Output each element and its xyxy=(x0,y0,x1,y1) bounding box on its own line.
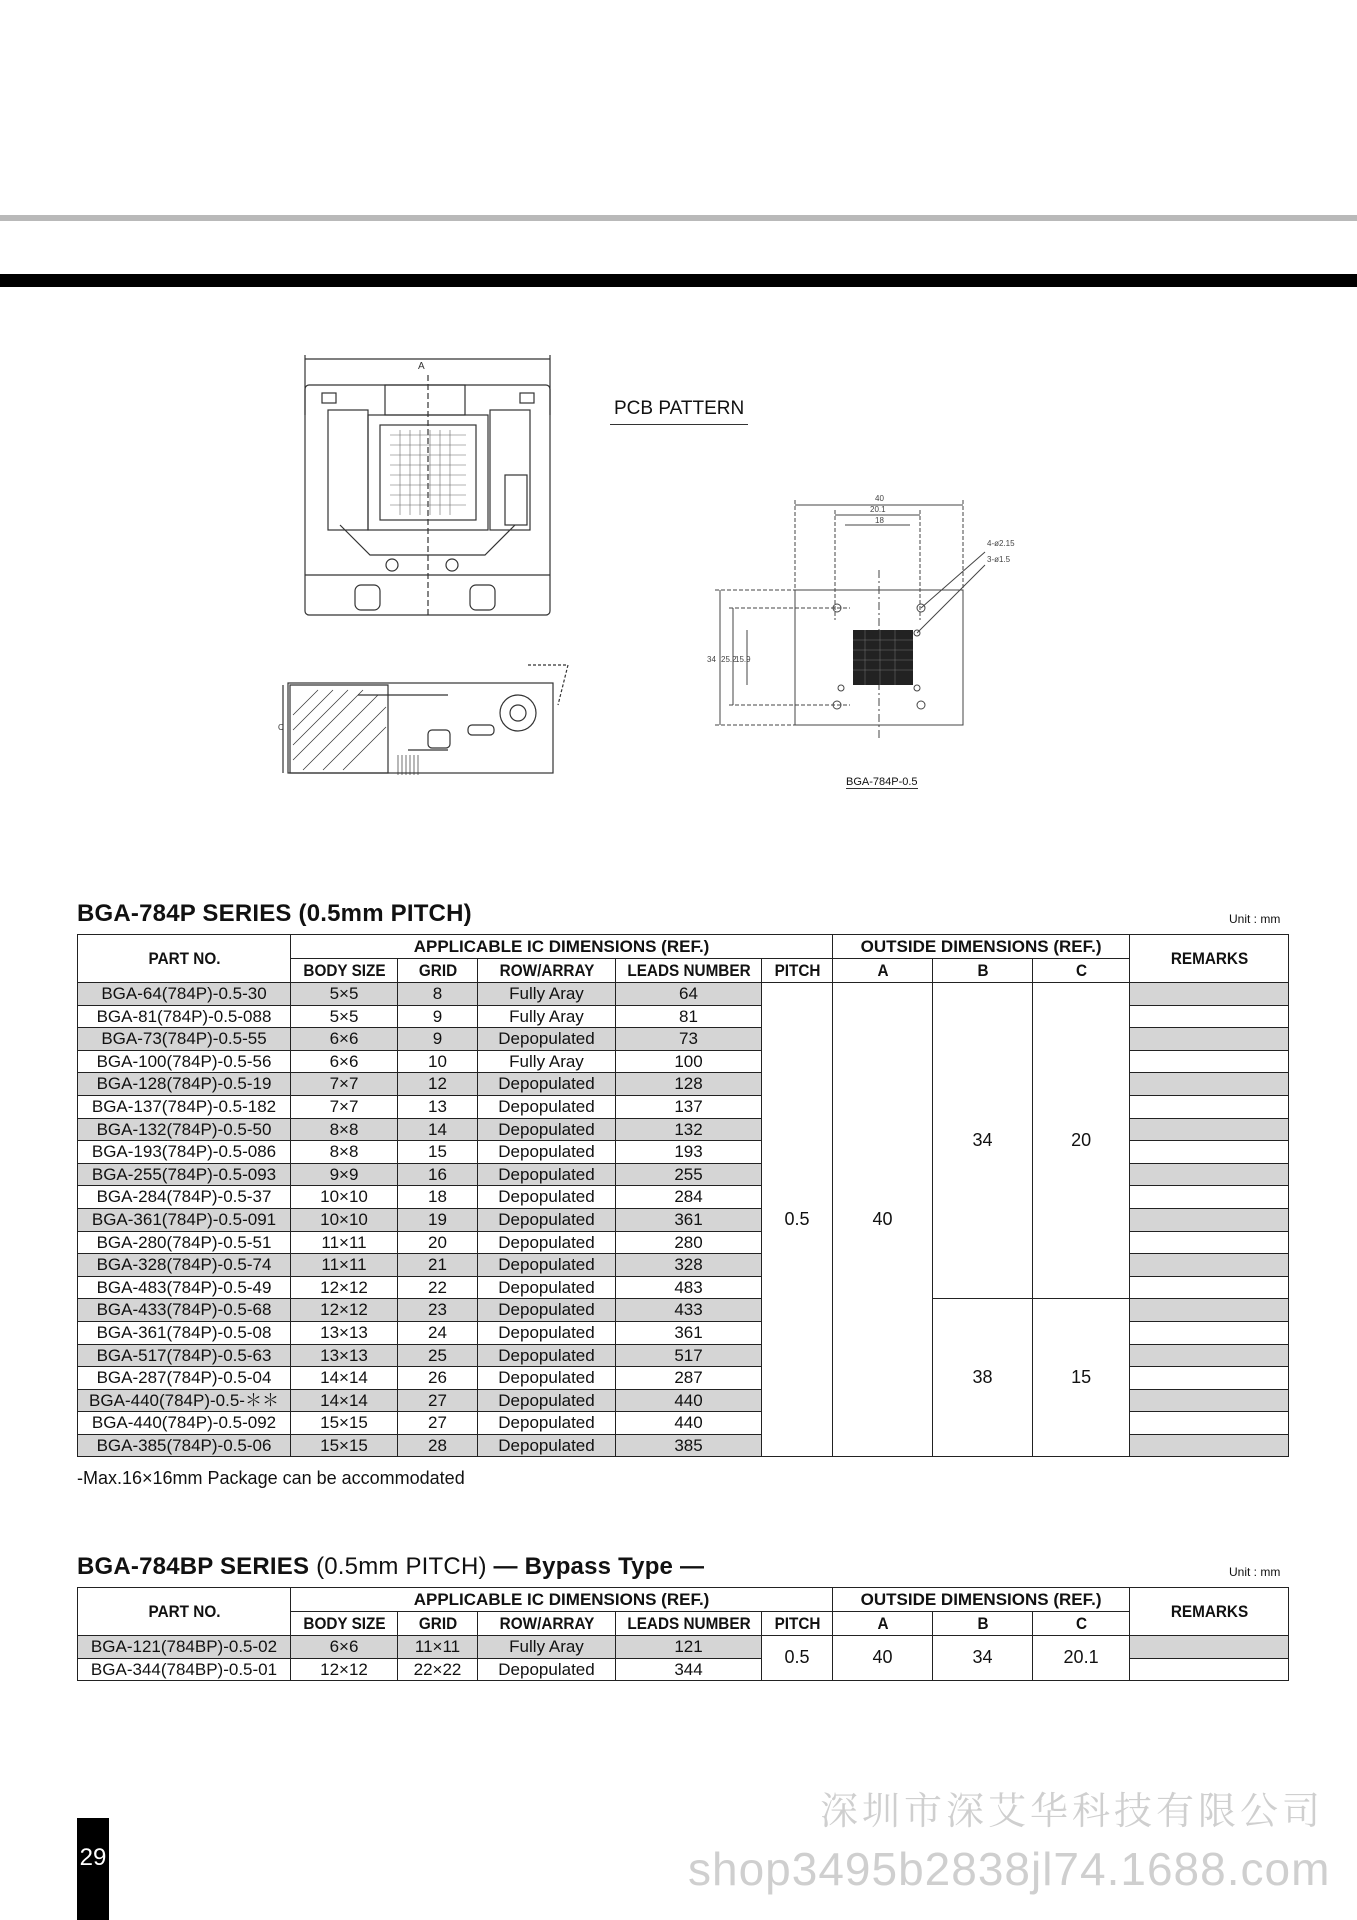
section1-unit: Unit : mm xyxy=(1229,912,1281,926)
cell-part-no: BGA-255(784P)-0.5-093 xyxy=(78,1163,291,1186)
th-leads: LEADS NUMBER xyxy=(623,959,754,983)
cell-row-array: Fully Aray xyxy=(478,1005,616,1028)
cell-body-size: 9×9 xyxy=(291,1163,398,1186)
cell-remarks xyxy=(1130,1389,1289,1412)
cell-grid: 21 xyxy=(398,1254,478,1277)
cell-leads: 121 xyxy=(616,1636,762,1659)
cell-row-array: Depopulated xyxy=(478,1254,616,1277)
cell-remarks xyxy=(1130,1141,1289,1164)
cell-leads: 284 xyxy=(616,1186,762,1209)
cell-row-array: Fully Aray xyxy=(478,1636,616,1659)
dim-18-label: 18 xyxy=(875,516,884,525)
cell-body-size: 10×10 xyxy=(291,1186,398,1209)
watermark-url: shop3495b2838jl74.1688.com xyxy=(688,1843,1331,1895)
dim-34-label: 34 xyxy=(707,655,716,664)
cell-grid: 14 xyxy=(398,1118,478,1141)
cell-remarks xyxy=(1130,1028,1289,1051)
page-number: 29 xyxy=(77,1818,109,1920)
cell-grid: 22 xyxy=(398,1276,478,1299)
th2-pitch: PITCH xyxy=(765,1612,829,1636)
cell-leads: 361 xyxy=(616,1321,762,1344)
cell-remarks xyxy=(1130,1208,1289,1231)
hole-4-label: 4-ø2.15 xyxy=(987,539,1015,548)
th2-a: A xyxy=(838,1612,928,1636)
pcb-pattern-title: PCB PATTERN xyxy=(610,398,748,425)
cell-c: 20.1 xyxy=(1033,1636,1130,1681)
dim-c-label: C xyxy=(278,723,284,732)
section2-title-pitch: (0.5mm PITCH) xyxy=(316,1553,487,1580)
cell-row-array: Depopulated xyxy=(478,1344,616,1367)
cell-remarks xyxy=(1130,1636,1289,1659)
cell-part-no: BGA-361(784P)-0.5-091 xyxy=(78,1208,291,1231)
section2-title-suffix: — Bypass Type — xyxy=(493,1553,705,1580)
cell-row-array: Depopulated xyxy=(478,1658,616,1681)
cell-leads: 440 xyxy=(616,1389,762,1412)
cell-body-size: 13×13 xyxy=(291,1344,398,1367)
th2-leads: LEADS NUMBER xyxy=(623,1612,754,1636)
top-black-rule xyxy=(0,274,1357,287)
cell-part-no: BGA-128(784P)-0.5-19 xyxy=(78,1073,291,1096)
th-remarks: REMARKS xyxy=(1138,935,1281,983)
cell-part-no: BGA-361(784P)-0.5-08 xyxy=(78,1321,291,1344)
cell-grid: 27 xyxy=(398,1412,478,1435)
cell-body-size: 12×12 xyxy=(291,1658,398,1681)
th-b: B xyxy=(938,959,1028,983)
cell-remarks xyxy=(1130,1186,1289,1209)
socket-top-view-drawing xyxy=(300,355,560,620)
cell-leads: 193 xyxy=(616,1141,762,1164)
table-row xyxy=(78,1299,1289,1322)
cell-body-size: 8×8 xyxy=(291,1141,398,1164)
cell-row-array: Depopulated xyxy=(478,1321,616,1344)
cell-leads: 344 xyxy=(616,1658,762,1681)
cell-leads: 517 xyxy=(616,1344,762,1367)
cell-body-size: 7×7 xyxy=(291,1095,398,1118)
table-row xyxy=(78,1636,1289,1659)
dim-20-1-label: 20.1 xyxy=(870,505,886,514)
th2-row-array: ROW/ARRAY xyxy=(484,1612,608,1636)
cell-body-size: 11×11 xyxy=(291,1254,398,1277)
section1-title-pitch: (0.5mm PITCH) xyxy=(298,900,472,927)
cell-row-array: Fully Aray xyxy=(478,1050,616,1073)
cell-row-array: Depopulated xyxy=(478,1163,616,1186)
cell-pitch: 0.5 xyxy=(762,983,833,1457)
section2-table xyxy=(77,1587,1289,1681)
cell-remarks xyxy=(1130,1321,1289,1344)
cell-leads: 361 xyxy=(616,1208,762,1231)
cell-remarks xyxy=(1130,1050,1289,1073)
cell-leads: 440 xyxy=(616,1412,762,1435)
cell-c-group1: 20 xyxy=(1033,983,1130,1299)
watermark-company: 深圳市深艾华科技有限公司 xyxy=(820,1791,1325,1833)
cell-part-no: BGA-100(784P)-0.5-56 xyxy=(78,1050,291,1073)
cell-grid: 18 xyxy=(398,1186,478,1209)
cell-part-no: BGA-440(784P)-0.5-092 xyxy=(78,1412,291,1435)
dim-15-9-label: 15.9 xyxy=(735,655,751,664)
cell-remarks xyxy=(1130,1367,1289,1390)
cell-leads: 64 xyxy=(616,983,762,1006)
cell-grid: 8 xyxy=(398,983,478,1006)
cell-leads: 483 xyxy=(616,1276,762,1299)
table-row xyxy=(78,983,1289,1006)
pcb-caption: BGA-784P-0.5 xyxy=(846,776,918,788)
cell-row-array: Depopulated xyxy=(478,1186,616,1209)
th2-outside: OUTSIDE DIMENSIONS (REF.) xyxy=(833,1588,1130,1612)
cell-grid: 26 xyxy=(398,1367,478,1390)
cell-row-array: Depopulated xyxy=(478,1208,616,1231)
cell-leads: 128 xyxy=(616,1073,762,1096)
cell-body-size: 6×6 xyxy=(291,1636,398,1659)
cell-remarks xyxy=(1130,1073,1289,1096)
cell-row-array: Depopulated xyxy=(478,1118,616,1141)
cell-body-size: 5×5 xyxy=(291,1005,398,1028)
cell-b-group2: 38 xyxy=(933,1299,1033,1457)
cell-grid: 12 xyxy=(398,1073,478,1096)
cell-grid: 9 xyxy=(398,1028,478,1051)
cell-body-size: 14×14 xyxy=(291,1367,398,1390)
cell-part-no: BGA-64(784P)-0.5-30 xyxy=(78,983,291,1006)
cell-body-size: 7×7 xyxy=(291,1073,398,1096)
cell-part-no: BGA-284(784P)-0.5-37 xyxy=(78,1186,291,1209)
th-c: C xyxy=(1037,959,1124,983)
section2-title xyxy=(77,1553,704,1581)
cell-body-size: 11×11 xyxy=(291,1231,398,1254)
cell-pitch: 0.5 xyxy=(762,1636,833,1681)
socket-side-view-drawing xyxy=(278,655,578,780)
cell-leads: 73 xyxy=(616,1028,762,1051)
cell-part-no: BGA-132(784P)-0.5-50 xyxy=(78,1118,291,1141)
cell-remarks xyxy=(1130,983,1289,1006)
cell-grid: 11×11 xyxy=(398,1636,478,1659)
cell-body-size: 13×13 xyxy=(291,1321,398,1344)
cell-grid: 28 xyxy=(398,1434,478,1457)
cell-leads: 280 xyxy=(616,1231,762,1254)
cell-row-array: Fully Aray xyxy=(478,983,616,1006)
cell-remarks xyxy=(1130,1231,1289,1254)
cell-grid: 15 xyxy=(398,1141,478,1164)
cell-leads: 132 xyxy=(616,1118,762,1141)
cell-body-size: 12×12 xyxy=(291,1276,398,1299)
cell-remarks xyxy=(1130,1163,1289,1186)
cell-leads: 385 xyxy=(616,1434,762,1457)
cell-part-no: BGA-193(784P)-0.5-086 xyxy=(78,1141,291,1164)
cell-grid: 16 xyxy=(398,1163,478,1186)
cell-body-size: 5×5 xyxy=(291,983,398,1006)
cell-a: 40 xyxy=(833,1636,933,1681)
th-a: A xyxy=(838,959,928,983)
cell-grid: 22×22 xyxy=(398,1658,478,1681)
dim-25-2-label: 25.2 xyxy=(721,655,737,664)
cell-body-size: 6×6 xyxy=(291,1050,398,1073)
cell-remarks xyxy=(1130,1095,1289,1118)
cell-remarks xyxy=(1130,1344,1289,1367)
cell-leads: 100 xyxy=(616,1050,762,1073)
cell-row-array: Depopulated xyxy=(478,1434,616,1457)
th-outside: OUTSIDE DIMENSIONS (REF.) xyxy=(833,935,1130,959)
cell-part-no: BGA-137(784P)-0.5-182 xyxy=(78,1095,291,1118)
cell-part-no: BGA-433(784P)-0.5-68 xyxy=(78,1299,291,1322)
cell-remarks xyxy=(1130,1434,1289,1457)
th-body-size: BODY SIZE xyxy=(296,959,392,983)
section1-table xyxy=(77,934,1289,1457)
th-grid: GRID xyxy=(402,959,474,983)
cell-leads: 433 xyxy=(616,1299,762,1322)
cell-a: 40 xyxy=(833,983,933,1457)
pcb-pattern-drawing xyxy=(705,490,1015,740)
cell-remarks xyxy=(1130,1412,1289,1435)
cell-remarks xyxy=(1130,1118,1289,1141)
cell-row-array: Depopulated xyxy=(478,1276,616,1299)
th2-body-size: BODY SIZE xyxy=(296,1612,392,1636)
cell-body-size: 8×8 xyxy=(291,1118,398,1141)
cell-body-size: 6×6 xyxy=(291,1028,398,1051)
cell-part-no: BGA-385(784P)-0.5-06 xyxy=(78,1434,291,1457)
cell-c-group2: 15 xyxy=(1033,1299,1130,1457)
hole-3-label: 3-ø1.5 xyxy=(987,555,1011,564)
cell-row-array: Depopulated xyxy=(478,1231,616,1254)
cell-row-array: Depopulated xyxy=(478,1141,616,1164)
cell-part-no: BGA-287(784P)-0.5-04 xyxy=(78,1367,291,1390)
cell-grid: 19 xyxy=(398,1208,478,1231)
cell-body-size: 14×14 xyxy=(291,1389,398,1412)
cell-grid: 10 xyxy=(398,1050,478,1073)
cell-part-no: BGA-81(784P)-0.5-088 xyxy=(78,1005,291,1028)
th2-part-no: PART NO. xyxy=(88,1588,280,1636)
th2-c: C xyxy=(1037,1612,1124,1636)
th-part-no: PART NO. xyxy=(88,935,280,983)
cell-row-array: Depopulated xyxy=(478,1299,616,1322)
cell-part-no: BGA-344(784BP)-0.5-01 xyxy=(78,1658,291,1681)
cell-part-no: BGA-483(784P)-0.5-49 xyxy=(78,1276,291,1299)
cell-grid: 23 xyxy=(398,1299,478,1322)
th2-applicable: APPLICABLE IC DIMENSIONS (REF.) xyxy=(291,1588,833,1612)
cell-grid: 9 xyxy=(398,1005,478,1028)
cell-row-array: Depopulated xyxy=(478,1367,616,1390)
cell-part-no: BGA-517(784P)-0.5-63 xyxy=(78,1344,291,1367)
cell-row-array: Depopulated xyxy=(478,1095,616,1118)
section1-title-name: BGA-784P SERIES xyxy=(77,900,292,927)
cell-remarks xyxy=(1130,1254,1289,1277)
cell-row-array: Depopulated xyxy=(478,1389,616,1412)
th2-remarks: REMARKS xyxy=(1138,1588,1281,1636)
cell-body-size: 15×15 xyxy=(291,1434,398,1457)
dim-a-label: A xyxy=(418,361,425,372)
cell-part-no: BGA-73(784P)-0.5-55 xyxy=(78,1028,291,1051)
top-gray-rule xyxy=(0,215,1357,221)
cell-grid: 20 xyxy=(398,1231,478,1254)
th2-b: B xyxy=(938,1612,1028,1636)
cell-leads: 137 xyxy=(616,1095,762,1118)
cell-part-no: BGA-121(784BP)-0.5-02 xyxy=(78,1636,291,1659)
cell-leads: 328 xyxy=(616,1254,762,1277)
th2-grid: GRID xyxy=(402,1612,474,1636)
cell-grid: 27 xyxy=(398,1389,478,1412)
th-row-array: ROW/ARRAY xyxy=(484,959,608,983)
section2-title-name: BGA-784BP SERIES xyxy=(77,1553,310,1580)
cell-row-array: Depopulated xyxy=(478,1073,616,1096)
cell-leads: 81 xyxy=(616,1005,762,1028)
cell-leads: 287 xyxy=(616,1367,762,1390)
cell-grid: 13 xyxy=(398,1095,478,1118)
cell-body-size: 10×10 xyxy=(291,1208,398,1231)
th-applicable: APPLICABLE IC DIMENSIONS (REF.) xyxy=(291,935,833,959)
section1-note: -Max.16×16mm Package can be accommodated xyxy=(77,1468,465,1488)
cell-part-no: BGA-328(784P)-0.5-74 xyxy=(78,1254,291,1277)
section1-title xyxy=(77,900,472,928)
dim-40-label: 40 xyxy=(875,494,884,503)
cell-remarks xyxy=(1130,1276,1289,1299)
cell-b-group1: 34 xyxy=(933,983,1033,1299)
cell-remarks xyxy=(1130,1005,1289,1028)
cell-part-no: BGA-280(784P)-0.5-51 xyxy=(78,1231,291,1254)
cell-grid: 24 xyxy=(398,1321,478,1344)
cell-part-no: BGA-440(784P)-0.5-＊＊ xyxy=(78,1389,291,1412)
cell-remarks xyxy=(1130,1299,1289,1322)
cell-row-array: Depopulated xyxy=(478,1028,616,1051)
cell-leads: 255 xyxy=(616,1163,762,1186)
cell-grid: 25 xyxy=(398,1344,478,1367)
cell-row-array: Depopulated xyxy=(478,1412,616,1435)
cell-b: 34 xyxy=(933,1636,1033,1681)
cell-body-size: 12×12 xyxy=(291,1299,398,1322)
cell-remarks xyxy=(1130,1658,1289,1681)
cell-body-size: 15×15 xyxy=(291,1412,398,1435)
section2-unit: Unit : mm xyxy=(1229,1565,1281,1579)
th-pitch: PITCH xyxy=(765,959,829,983)
